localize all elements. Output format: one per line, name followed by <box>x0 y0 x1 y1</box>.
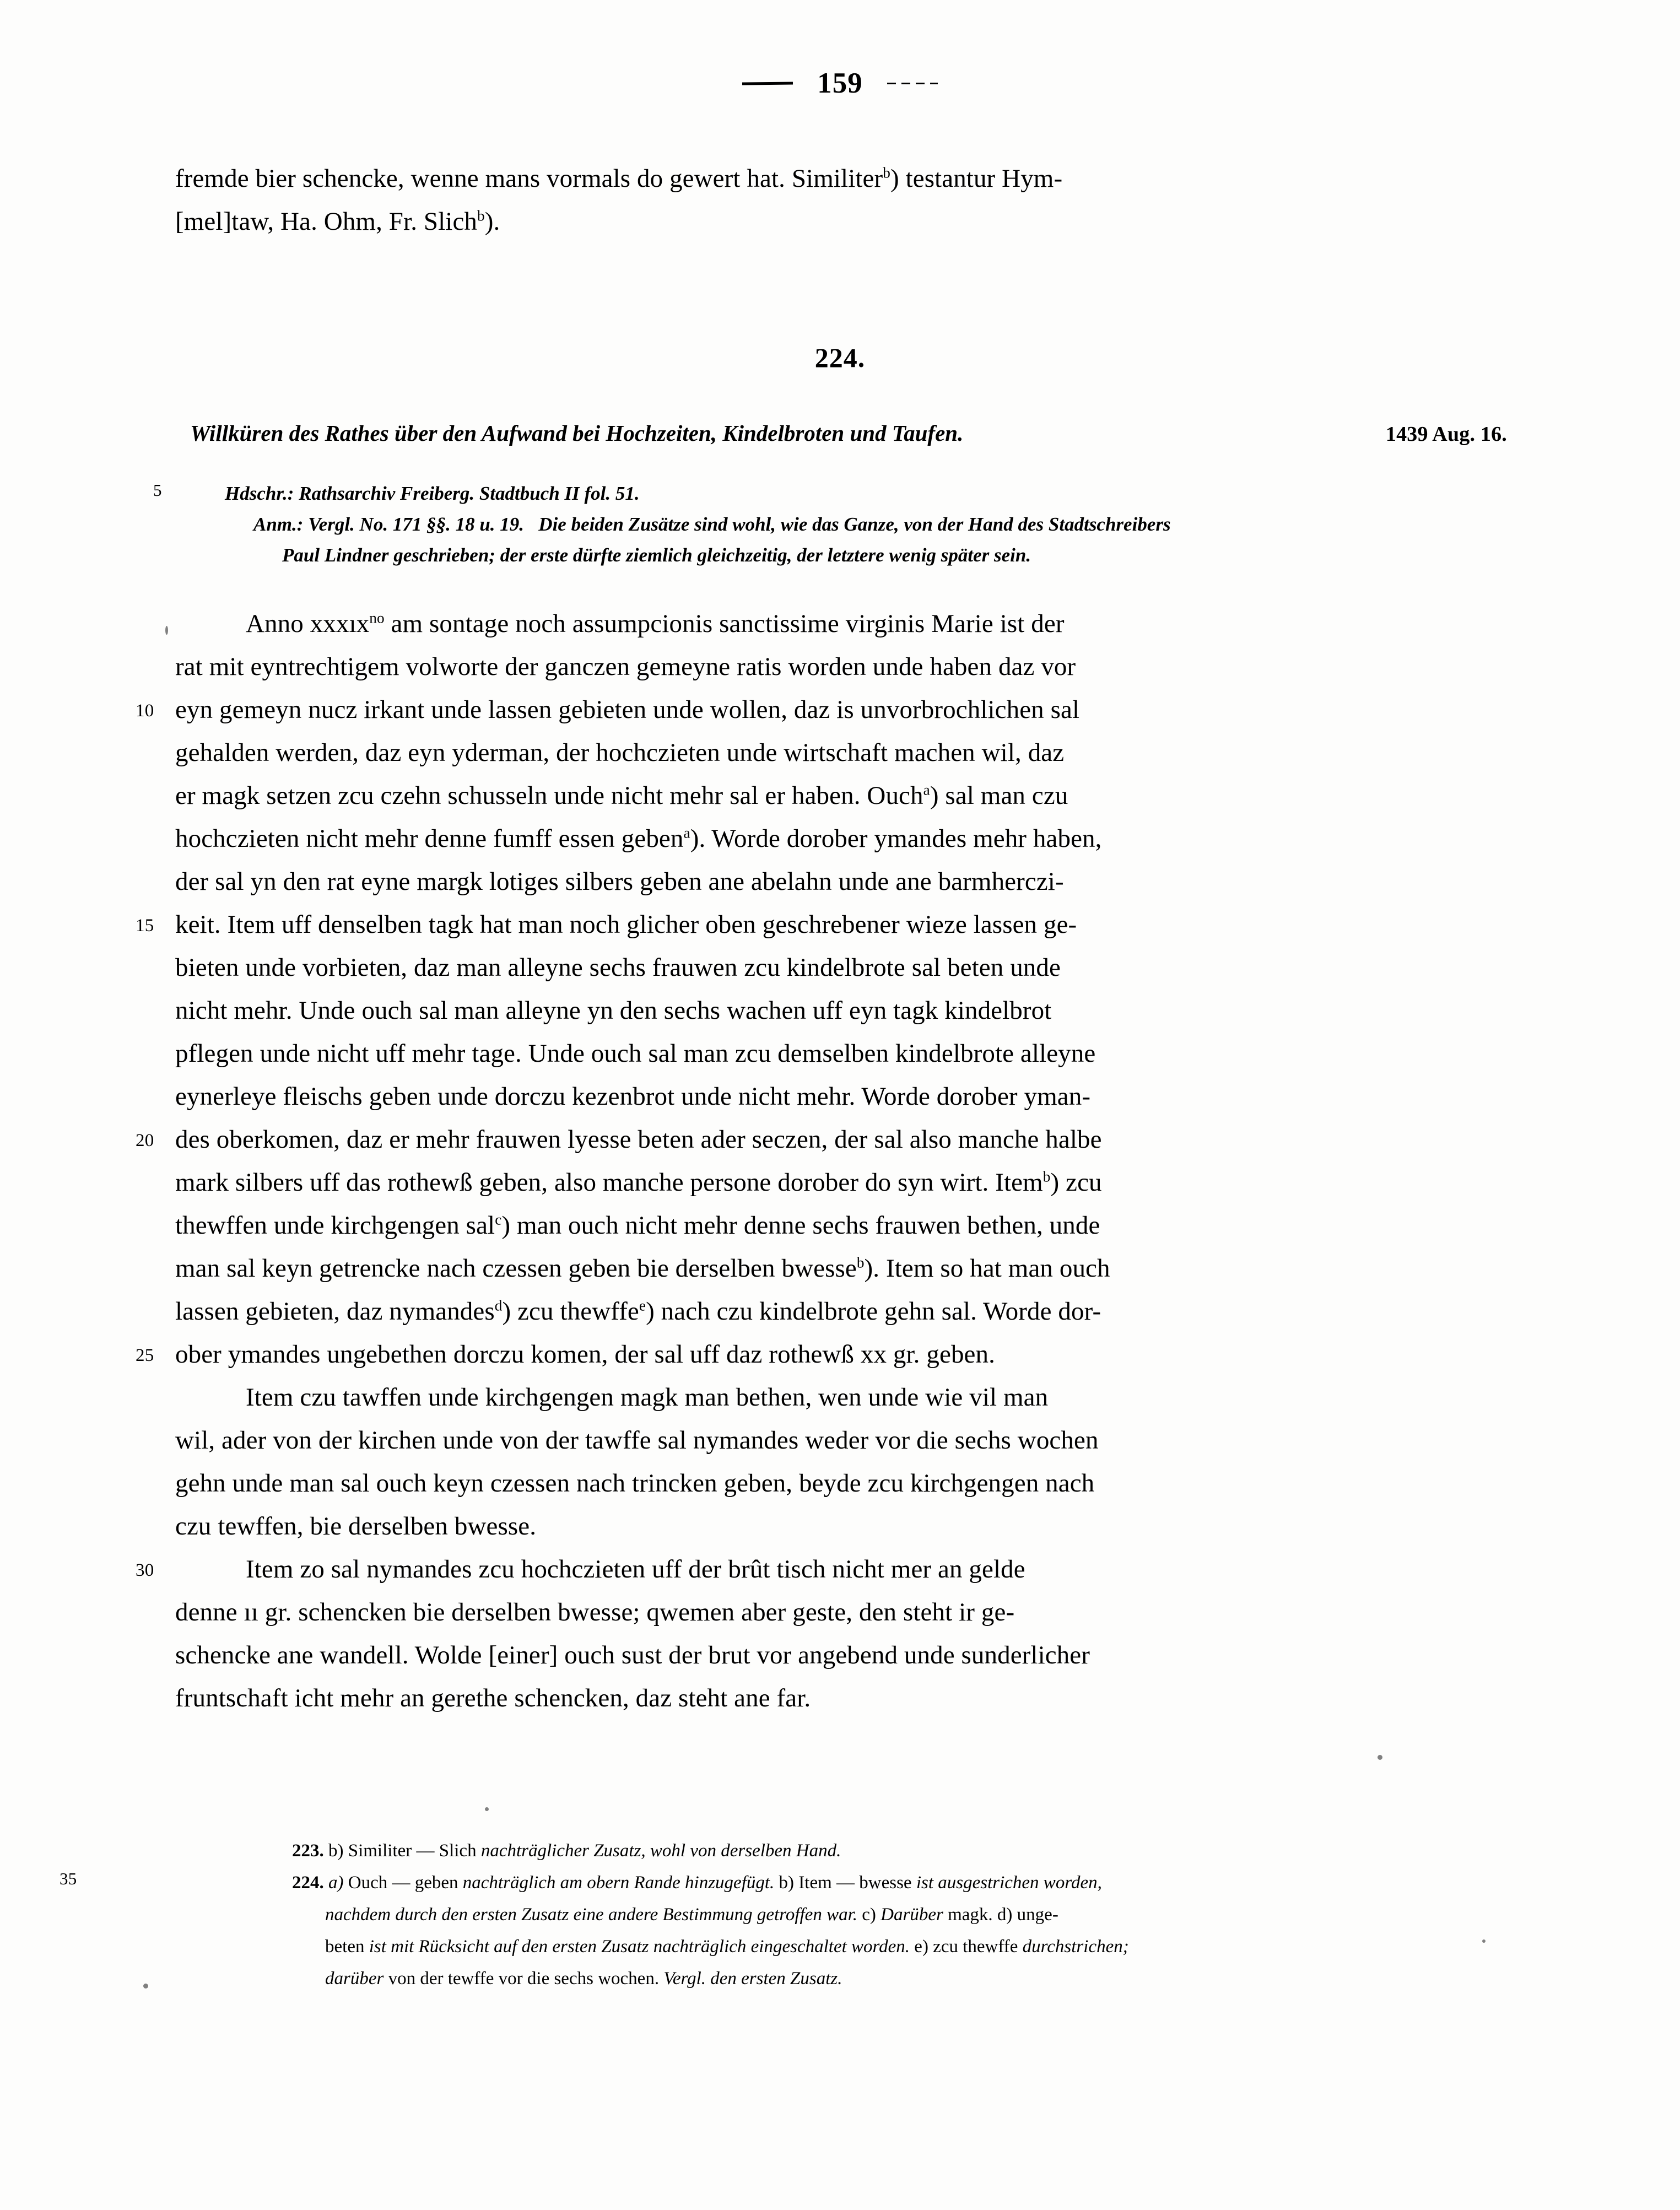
body-line-tail: ) zcu <box>1050 1168 1102 1197</box>
continued-line-1-tail: ) testantur Hym- <box>890 164 1063 193</box>
body-line <box>175 989 1514 1032</box>
continued-line-2-text: [mel]taw, Ha. Ohm, Fr. Slich <box>175 207 478 236</box>
body-line-text: hochczieten nicht mehr denne fumff essen geben <box>175 824 684 853</box>
scan-speck <box>143 1984 148 1989</box>
line-number: 30 <box>136 1560 154 1580</box>
body-line <box>175 1075 1514 1118</box>
footnote-segment: ist mit Rücksicht auf den ersten Zusatz nachträglich eingeschaltet worden. <box>369 1937 910 1957</box>
body-line <box>175 774 1514 817</box>
body-line <box>175 1462 1514 1505</box>
body-line <box>175 1247 1514 1290</box>
footnote-marker-b2: b <box>477 207 485 224</box>
footnote-marker-b: b <box>1042 1168 1051 1185</box>
body-line <box>175 946 1514 989</box>
footnote-segment: durchstrichen; <box>1022 1937 1129 1957</box>
footnote-marker-b: b <box>856 1254 865 1271</box>
scan-speck <box>485 1807 489 1811</box>
body-line <box>175 688 1514 731</box>
body-line-text: Item zo sal nymandes zcu hochczieten uff der brût tisch nicht mer an gelde <box>246 1555 1025 1584</box>
footnote-segment: nachträglicher Zusatz, wohl von derselben Hand. <box>480 1841 841 1861</box>
source-label: Hdschr.: <box>225 483 294 504</box>
body-line-tail: am sontage noch assumpcionis sanctissime virginis Marie ist der <box>384 609 1065 638</box>
body-line-text: gehalden werden, daz eyn yderman, der hochczieten unde wirtschaft machen wil, daz <box>175 738 1065 767</box>
body-line-text: des oberkomen, daz er mehr frauwen lyesse beten ader seczen, der sal also manche halbe <box>175 1125 1102 1154</box>
source-line <box>225 478 1514 509</box>
body-line <box>175 602 1514 645</box>
body-line <box>175 1505 1514 1548</box>
footnote-segment: magk. <box>948 1905 993 1925</box>
body-line-text: eyn gemeyn nucz irkant unde lassen gebieten unde wollen, daz is unvorbrochlichen sal <box>175 695 1080 724</box>
line-number-35: 35 <box>60 1869 77 1888</box>
body-line <box>175 1032 1514 1075</box>
body-line-tail: ) zcu thewffe$^e$) nach czu kindelbrote gehn sal. Worde dor- <box>502 1297 1101 1326</box>
body-line <box>175 731 1514 774</box>
body-line-text: keit. Item uff denselben tagk hat man noch glicher oben geschrebener wieze lassen ge- <box>175 910 1077 939</box>
head-rule-left <box>742 82 793 85</box>
body-line-text: wil, ader von der kirchen unde von der tawffe sal nymandes weder vor die sechs wochen <box>175 1426 1099 1455</box>
body-line-tail: ). Worde dorober ymandes mehr haben, <box>690 824 1102 853</box>
section-title: Willküren des Rathes über den Aufwand bei Hochzeiten, Kindelbroten und Taufen. <box>190 420 964 446</box>
regest-row <box>190 420 1507 446</box>
body-line-text: er magk setzen zcu czehn schusseln unde nicht mehr sal er haben. Ouch <box>175 781 923 810</box>
section-number: 224. <box>814 342 866 373</box>
continued-text-block <box>175 157 1509 243</box>
note-label: Anm.: <box>253 514 304 535</box>
note-ref: Vergl. No. 171 §§. 18 u. 19. <box>308 514 525 535</box>
body-line-text: der sal yn den rat eyne margk lotiges silbers geben ane abelahn unde ane barmherczi- <box>175 867 1064 896</box>
footnote-marker-a: a <box>923 781 930 798</box>
body-line <box>175 1290 1514 1333</box>
body-line <box>175 1204 1514 1247</box>
footnote-entry <box>292 1867 1515 1899</box>
footnote-continuation <box>292 1963 1515 1995</box>
body-line-text: ober ymandes ungebethen dorczu komen, der sal uff daz rothewß xx gr. geben. <box>175 1340 995 1369</box>
body-line <box>175 1333 1514 1376</box>
body-line-text: rat mit eyntrechtigem volworte der ganczen gemeyne ratis worden unde haben daz vor <box>175 652 1076 681</box>
body-line-text: bieten unde vorbieten, daz man alleyne sechs frauwen zcu kindelbrote sal beten unde <box>175 953 1061 982</box>
head-rule-right <box>887 83 938 84</box>
footnote-segment: e) zcu thewffe <box>910 1937 1023 1957</box>
continued-line-2-tail: ). <box>484 207 500 236</box>
line-number: 20 <box>136 1131 154 1150</box>
footnotes-block <box>60 1835 1515 1995</box>
scan-speck <box>1482 1939 1485 1943</box>
footnote-segment: ist ausgestrichen worden, <box>916 1873 1102 1893</box>
body-line <box>175 1419 1514 1462</box>
body-line <box>175 645 1514 688</box>
body-line <box>175 860 1514 903</box>
body-line <box>175 1677 1514 1720</box>
line-number: 10 <box>136 701 154 721</box>
note-body-1: Die beiden Zusätze sind wohl, wie das Ganze, von der Hand des Stadtschreibers <box>538 514 1171 535</box>
continued-line-2 <box>175 200 1509 243</box>
body-line-text: Item czu tawffen unde kirchgengen magk man bethen, wen unde wie vil man <box>246 1383 1049 1412</box>
body-line-text: denne ıı gr. schencken bie derselben bwesse; qwemen aber geste, den steht ir ge- <box>175 1598 1015 1627</box>
footnote-segment: darüber <box>325 1969 388 1989</box>
body-line <box>175 817 1514 860</box>
body-line-text: mark silbers uff das rothewß geben, also manche persone dorober do syn wirt. Item <box>175 1168 1043 1197</box>
note-line-2 <box>225 540 1514 571</box>
body-line-tail: ). Item so hat man ouch <box>864 1254 1110 1283</box>
footnote-segment: c) <box>857 1905 881 1925</box>
footnote-continuation <box>292 1899 1515 1931</box>
body-line-tail: ) sal man czu <box>930 781 1068 810</box>
body-line <box>175 1118 1514 1161</box>
footnote-marker-d: d <box>494 1297 503 1314</box>
source-apparatus <box>153 478 1514 571</box>
body-line-text: nicht mehr. Unde ouch sal man alleyne yn den sechs wachen uff eyn tagk kindelbrot <box>175 996 1052 1025</box>
footnote-segment: unge- <box>1017 1905 1058 1925</box>
body-line <box>175 1548 1514 1591</box>
footnote-segment: d) <box>992 1905 1017 1925</box>
body-line-text: schencke ane wandell. Wolde [einer] ouch sust der brut vor angebend unde sunderlicher <box>175 1641 1090 1669</box>
body-line <box>175 1376 1514 1419</box>
footnote-segment: von der tewffe vor die sechs wochen. <box>388 1969 660 1989</box>
body-line-text: man sal keyn getrencke nach czessen geben bie derselben bwesse <box>175 1254 857 1283</box>
body-line-text: czu tewffen, bie derselben bwesse. <box>175 1512 537 1541</box>
body-line-text: fruntschaft icht mehr an gerethe schencken, daz steht ane far. <box>175 1684 811 1712</box>
footnote-segment: Darüber <box>880 1905 948 1925</box>
footnote-segment: b) Item — bwesse <box>774 1873 916 1893</box>
footnote-continuation <box>292 1931 1515 1963</box>
line-number: 25 <box>136 1346 154 1365</box>
footnote-number: 223. <box>292 1841 324 1861</box>
continued-line-1-text: fremde bier schencke, wenne mans vormals do gewert hat. Similiter <box>175 164 883 193</box>
body-line-text: Anno xxxıx <box>246 609 370 638</box>
section-date: 1439 Aug. 16. <box>1385 423 1507 446</box>
footnote-segment: beten <box>325 1937 369 1957</box>
footnote-marker-a: a <box>683 824 690 841</box>
footnote-segment: nachdem durch den ersten Zusatz eine andere Bestimmung getroffen war. <box>325 1905 858 1925</box>
line-number-5: 5 <box>153 480 162 500</box>
footnote-marker-no: no <box>369 609 385 626</box>
main-body <box>136 602 1514 1720</box>
footnote-segment: nachträglich am obern Rande hinzugefügt. <box>462 1873 775 1893</box>
body-line <box>175 1634 1514 1677</box>
footnote-marker-e: e <box>639 1297 646 1314</box>
footnote-marker-c: c <box>495 1211 502 1228</box>
page-number: 159 <box>817 67 863 99</box>
note-line-1 <box>225 509 1514 540</box>
source-text: Rathsarchiv Freiberg. Stadtbuch II fol. 51. <box>299 483 640 504</box>
footnote-entry <box>292 1835 1515 1867</box>
footnote-marker-b: b <box>883 164 890 181</box>
body-line-tail: ) man ouch nicht mehr denne sechs frauwen bethen, unde <box>501 1211 1100 1240</box>
footnote-segment: Ouch — geben <box>348 1873 463 1893</box>
body-line <box>175 1161 1514 1204</box>
scan-speck <box>165 626 168 635</box>
body-line <box>175 903 1514 946</box>
footnote-segment: b) Similiter — Slich <box>323 1841 481 1861</box>
body-line-text: lassen gebieten, daz nymandes <box>175 1297 495 1326</box>
continued-line-1 <box>175 157 1509 200</box>
scan-speck <box>1378 1755 1382 1760</box>
footnote-number: 224. <box>292 1873 324 1893</box>
running-head <box>0 69 1680 98</box>
line-number: 15 <box>136 916 154 936</box>
body-line-text: gehn unde man sal ouch keyn czessen nach trincken geben, beyde zcu kirchgengen nach <box>175 1469 1095 1498</box>
body-line-text: pflegen unde nicht uff mehr tage. Unde ouch sal man zcu demselben kindelbrote alleyne <box>175 1039 1096 1068</box>
body-line-text: eynerleye fleischs geben unde dorczu kezenbrot unde nicht mehr. Worde dorober yman- <box>175 1082 1091 1111</box>
footnote-segment: Vergl. den ersten Zusatz. <box>659 1969 842 1989</box>
footnote-segment: a) <box>323 1873 348 1893</box>
body-line-text: thewffen unde kirchgengen sal <box>175 1211 495 1240</box>
note-body-2: Paul Lindner geschrieben; der erste dürfte ziemlich gleichzeitig, der letztere wenig später sein. <box>282 544 1031 566</box>
body-line <box>175 1591 1514 1634</box>
